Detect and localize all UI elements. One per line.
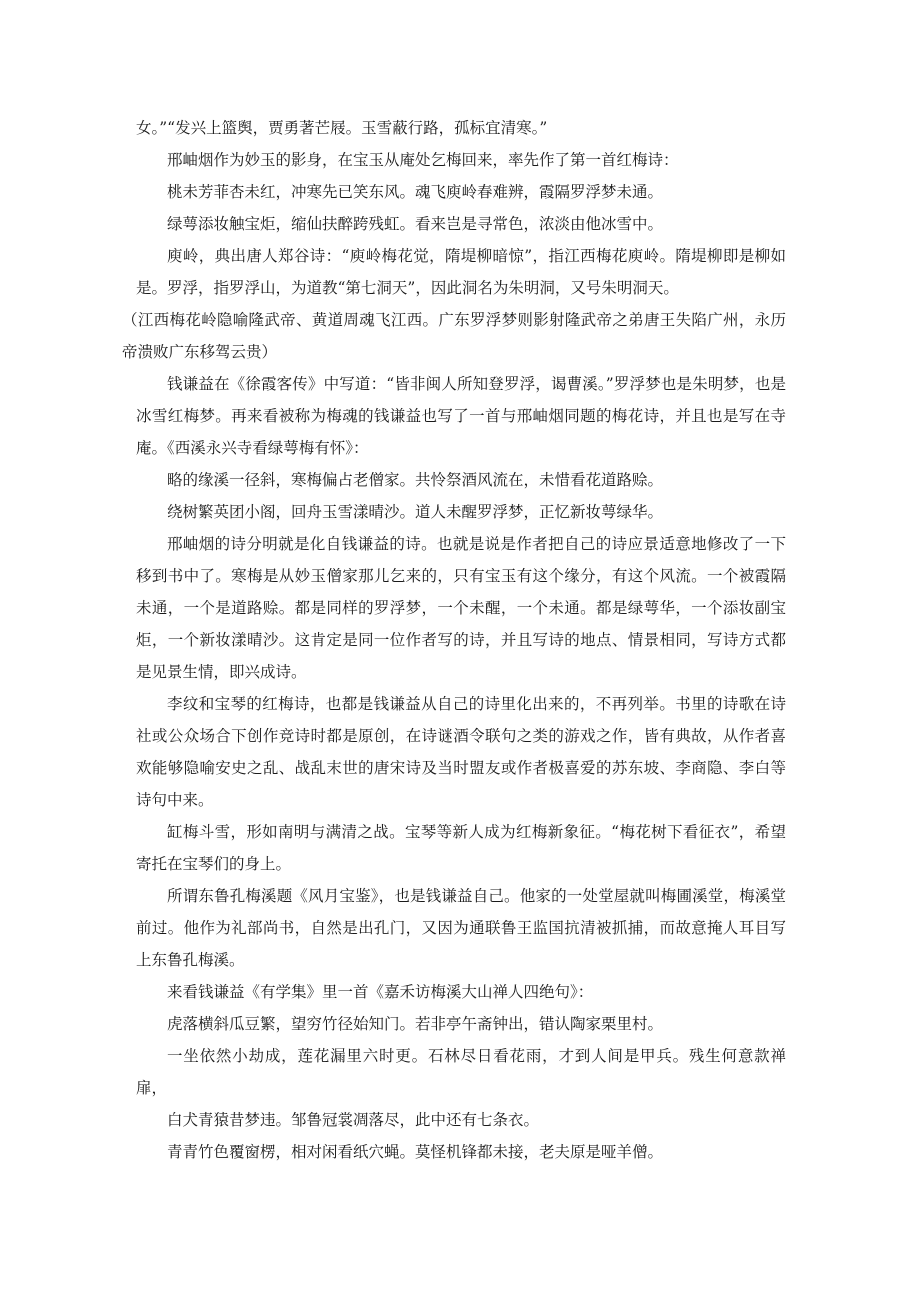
poem-line: 绿萼添妆触宝炬，缩仙扶醉跨残虹。看来岂是寻常色，浓淡由他冰雪中。 bbox=[167, 215, 664, 233]
paragraph: 钱谦益在《徐霞客传》中写道：“皆非闽人所知登罗浮，谒曹溪。”罗浮梦也是朱明梦，也是冰雪红梅梦。再来看被称为梅魂的钱谦益也写了一首与邢岫烟同题的梅花诗，并且也是写在寺庵。《西溪永兴寺看绿萼梅有怀》： bbox=[136, 375, 786, 457]
paragraph: 缸梅斗雪，形如南明与满清之战。宝琴等新人成为红梅新象征。“梅花树下看征衣”，希望寄托在宝琴们的身上。 bbox=[136, 823, 786, 873]
poem-line: 虎落横斜瓜豆繁，望穷竹径始知门。若非亭午斋钟出，错认陶家栗里村。 bbox=[167, 1015, 664, 1033]
poem-line: 白犬青猿昔梦违。邹鲁冠裳凋落尽，此中还有七条衣。 bbox=[167, 1111, 540, 1129]
paragraph: 女。”“发兴上篮舆，贾勇著芒屐。玉雪蔽行路，孤标宜清寒。” bbox=[136, 119, 548, 137]
paragraph: 来看钱谦益《有学集》里一首《嘉禾访梅溪大山禅人四绝句》： bbox=[167, 983, 594, 1001]
paragraph: 所谓东鲁孔梅溪题《风月宝鉴》，也是钱谦益自己。他家的一处堂屋就叫梅圃溪堂，梅溪堂前过。他作为礼部尚书，自然是出孔门，又因为通联鲁王监国抗清被抓捕，而故意掩人耳目写上东鲁孔梅溪。 bbox=[136, 887, 786, 969]
paragraph: 庾岭，典出唐人郑谷诗：“庾岭梅花觉，隋堤柳暗惊”，指江西梅花庾岭。隋堤柳即是柳如是。罗浮，指罗浮山，为道教“第七洞天”，因此洞名为朱明洞，又号朱明洞天。 bbox=[136, 247, 786, 297]
poem-line: 绕树繁英团小阁，回舟玉雪漾晴沙。道人未醒罗浮梦，正忆新妆萼绿华。 bbox=[167, 503, 664, 521]
poem-line: 青青竹色覆窗楞，相对闲看纸穴蝇。莫怪机锋都未接，老夫原是哑羊僧。 bbox=[167, 1143, 664, 1161]
poem-line: 略的缘溪一径斜，寒梅偏占老僧家。共怜祭酒风流在，未惜看花道路赊。 bbox=[167, 471, 664, 489]
paragraph: 李纹和宝琴的红梅诗，也都是钱谦益从自己的诗里化出来的，不再列举。书里的诗歌在诗社或公众场合下创作竞诗时都是原创，在诗谜酒令联句之类的游戏之作，皆有典故，从作者喜欢能够隐喻安史之乱、战乱末世的唐宋诗及当时盟友或作者极喜爱的苏东坡、李商隐、李白等诗句中来。 bbox=[136, 695, 786, 809]
annotation-paragraph: （江西梅花岭隐喻隆武帝、黄道周魂飞江西。广东罗浮梦则影射隆武帝之弟唐王失陷广州，永历帝溃败广东移驾云贵） bbox=[122, 311, 786, 361]
paragraph: 邢岫烟的诗分明就是化自钱谦益的诗。也就是说是作者把自己的诗应景适意地修改了一下移到书中了。寒梅是从妙玉僧家那儿乞来的，只有宝玉有这个缘分，有这个风流。一个被霞隔未通，一个是道路赊。都是同样的罗浮梦，一个未醒，一个未通。都是绿萼华，一个添妆副宝炬，一个新妆漾晴沙。这肯定是同一位作者写的诗，并且写诗的地点、情景相同，写诗方式都是见景生情，即兴成诗。 bbox=[136, 535, 786, 681]
poem-line: 一坐依然小劫成，莲花漏里六时更。石林尽日看花雨，才到人间是甲兵。残生何意款禅扉， bbox=[136, 1047, 786, 1097]
body-text bbox=[122, 112, 786, 1168]
poem-line: 桃未芳菲杏未红，冲寒先已笑东风。魂飞庾岭春难辨，霞隔罗浮梦未通。 bbox=[167, 183, 664, 201]
paragraph: 邢岫烟作为妙玉的影身，在宝玉从庵处乞梅回来，率先作了第一首红梅诗： bbox=[167, 151, 679, 169]
